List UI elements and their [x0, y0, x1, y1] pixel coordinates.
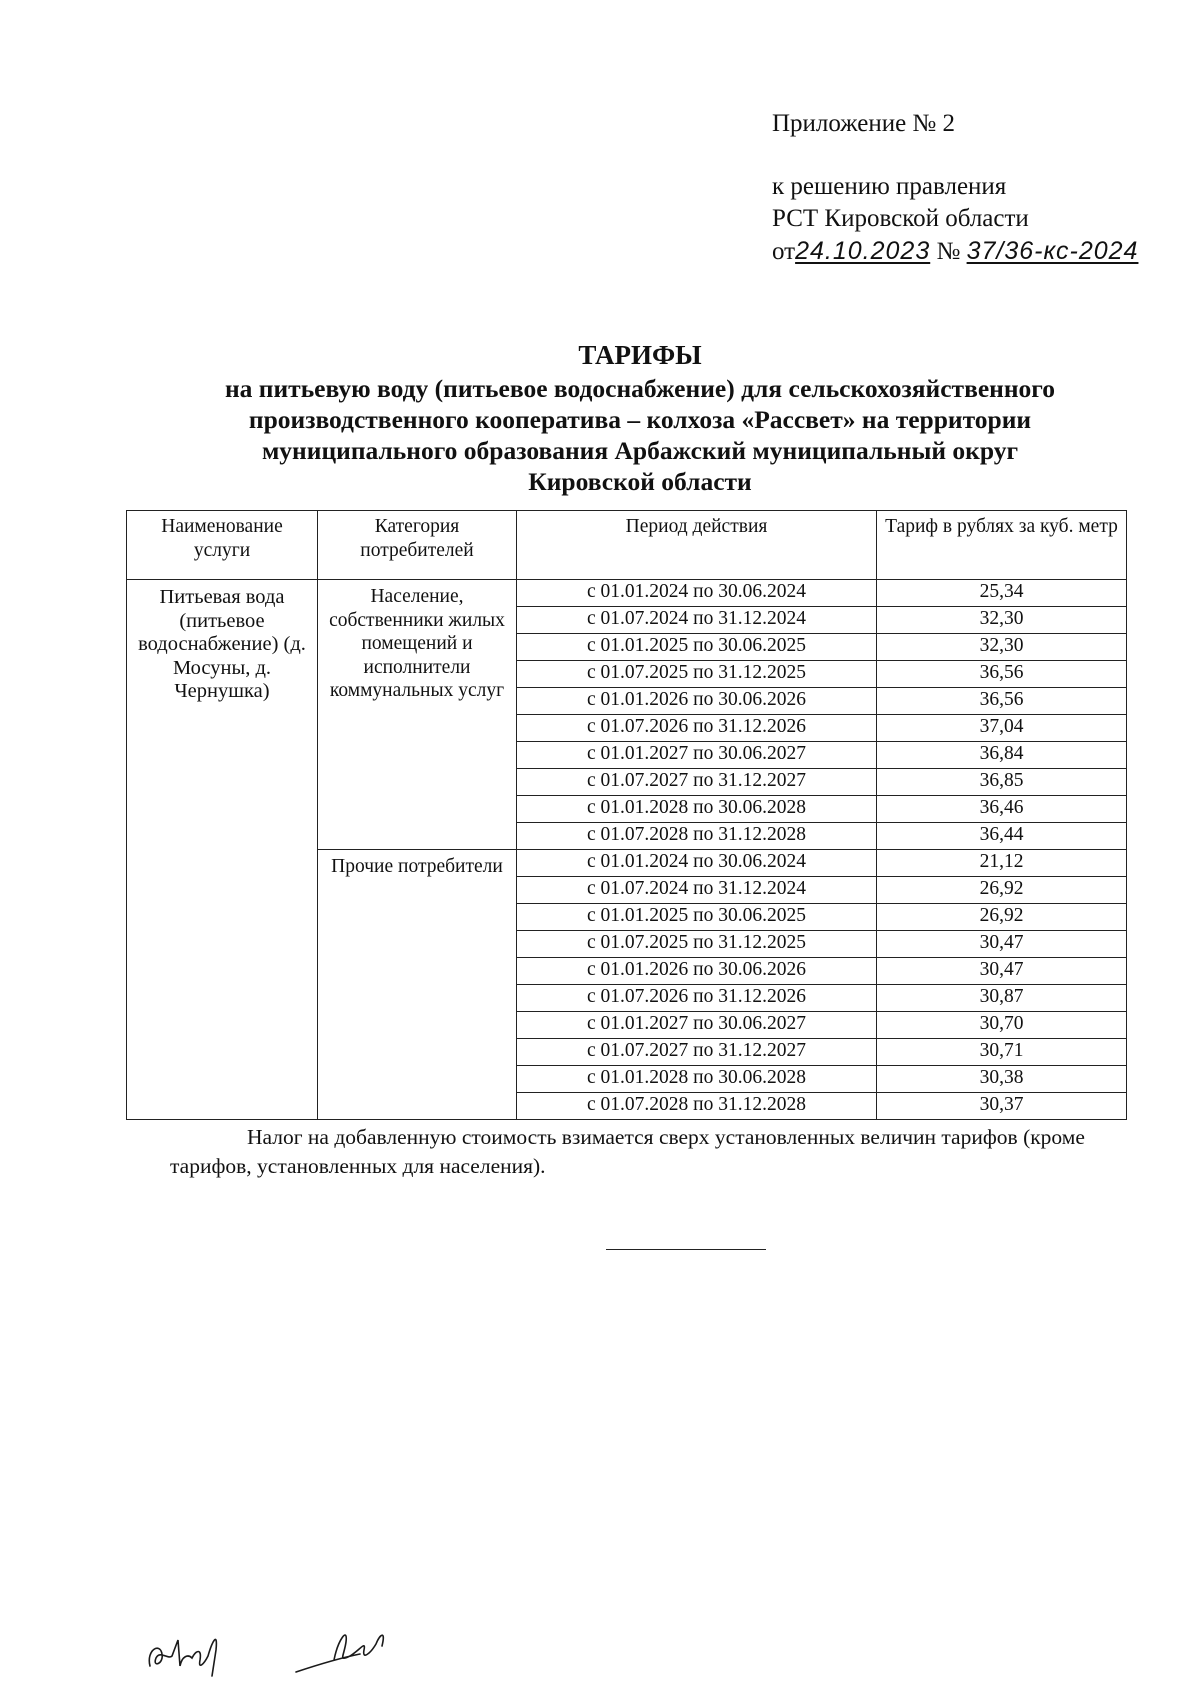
header-period: Период действия — [517, 511, 877, 580]
table-header-row — [127, 511, 1127, 580]
tariff-cell: 30,87 — [877, 985, 1127, 1012]
heading-line-1: на питьевую воду (питьевое водоснабжение) для сельскохозяйственного — [224, 374, 1056, 403]
tariff-table — [126, 510, 1127, 1120]
decision-number: 37/36-кс-2024 — [966, 237, 1139, 265]
signature-1 — [142, 1620, 262, 1680]
period-cell: с 01.07.2028 по 31.12.2028 — [517, 1093, 877, 1120]
period-cell: с 01.01.2024 по 30.06.2024 — [517, 850, 877, 877]
period-cell: с 01.01.2024 по 30.06.2024 — [517, 580, 877, 607]
tariff-cell: 32,30 — [877, 607, 1127, 634]
period-cell: с 01.01.2025 по 30.06.2025 — [517, 904, 877, 931]
tariff-cell: 26,92 — [877, 904, 1127, 931]
tariff-cell: 30,37 — [877, 1093, 1127, 1120]
period-cell: с 01.07.2026 по 31.12.2026 — [517, 715, 877, 742]
period-cell: с 01.01.2026 по 30.06.2026 — [517, 688, 877, 715]
service-name-cell: Питьевая вода (питьевое водоснабжение) (д. Мосуны, д. Чернушка) — [127, 580, 318, 1120]
header-category: Категория потребителей — [318, 511, 517, 580]
heading-line-2: производственного кооператива – колхоза «Рассвет» на территории — [248, 405, 1032, 434]
signature-2 — [290, 1620, 410, 1680]
number-prefix: № — [936, 238, 961, 265]
period-cell: с 01.01.2027 по 30.06.2027 — [517, 742, 877, 769]
heading-line-4: Кировской области — [528, 467, 752, 496]
appendix-block — [772, 108, 1138, 268]
category-cell: Прочие потребители — [318, 850, 517, 1120]
tariff-cell: 30,70 — [877, 1012, 1127, 1039]
appendix-line-2: РСТ Кировской области — [772, 205, 1029, 232]
period-cell: с 01.07.2027 по 31.12.2027 — [517, 769, 877, 796]
period-cell: с 01.07.2027 по 31.12.2027 — [517, 1039, 877, 1066]
tariff-cell: 36,56 — [877, 688, 1127, 715]
appendix-line-1: к решению правления — [772, 173, 1007, 200]
tariff-cell: 32,30 — [877, 634, 1127, 661]
tariff-cell: 30,47 — [877, 931, 1127, 958]
document-heading — [120, 340, 1160, 497]
period-cell: с 01.01.2025 по 30.06.2025 — [517, 634, 877, 661]
header-tariff: Тариф в рублях за куб. метр — [877, 511, 1127, 580]
period-cell: с 01.07.2024 по 31.12.2024 — [517, 607, 877, 634]
period-cell: с 01.01.2028 по 30.06.2028 — [517, 1066, 877, 1093]
tariff-cell: 26,92 — [877, 877, 1127, 904]
period-cell: с 01.01.2027 по 30.06.2027 — [517, 1012, 877, 1039]
period-cell: с 01.07.2028 по 31.12.2028 — [517, 823, 877, 850]
header-service: Наименование услуги — [127, 511, 318, 580]
period-cell: с 01.07.2024 по 31.12.2024 — [517, 877, 877, 904]
date-prefix: от — [772, 238, 796, 265]
tariff-cell: 36,46 — [877, 796, 1127, 823]
tariff-cell: 30,38 — [877, 1066, 1127, 1093]
tariff-cell: 37,04 — [877, 715, 1127, 742]
tariff-cell: 36,44 — [877, 823, 1127, 850]
period-cell: с 01.01.2028 по 30.06.2028 — [517, 796, 877, 823]
tariff-cell: 36,85 — [877, 769, 1127, 796]
appendix-title: Приложение № 2 — [772, 110, 956, 137]
heading-line-3: муниципального образования Арбажский муниципальный округ — [261, 436, 1019, 465]
category-cell: Население, собственники жилых помещений и исполнители коммунальных услуг — [318, 580, 517, 850]
table-row — [127, 580, 1127, 607]
period-cell: с 01.01.2026 по 30.06.2026 — [517, 958, 877, 985]
vat-note: Налог на добавленную стоимость взимается сверх установленных величин тарифов (кроме тарифов, установленных для населения). — [170, 1125, 1085, 1178]
tariff-cell: 21,12 — [877, 850, 1127, 877]
heading-title: ТАРИФЫ — [578, 340, 702, 370]
period-cell: с 01.07.2025 по 31.12.2025 — [517, 931, 877, 958]
divider-line — [606, 1249, 766, 1250]
period-cell: с 01.07.2025 по 31.12.2025 — [517, 661, 877, 688]
decision-date: 24.10.2023 — [795, 237, 931, 265]
period-cell: с 01.07.2026 по 31.12.2026 — [517, 985, 877, 1012]
decision-reference — [772, 235, 1138, 268]
tariff-cell: 30,71 — [877, 1039, 1127, 1066]
tariff-cell: 25,34 — [877, 580, 1127, 607]
tariff-cell: 30,47 — [877, 958, 1127, 985]
tariff-cell: 36,56 — [877, 661, 1127, 688]
tariff-cell: 36,84 — [877, 742, 1127, 769]
